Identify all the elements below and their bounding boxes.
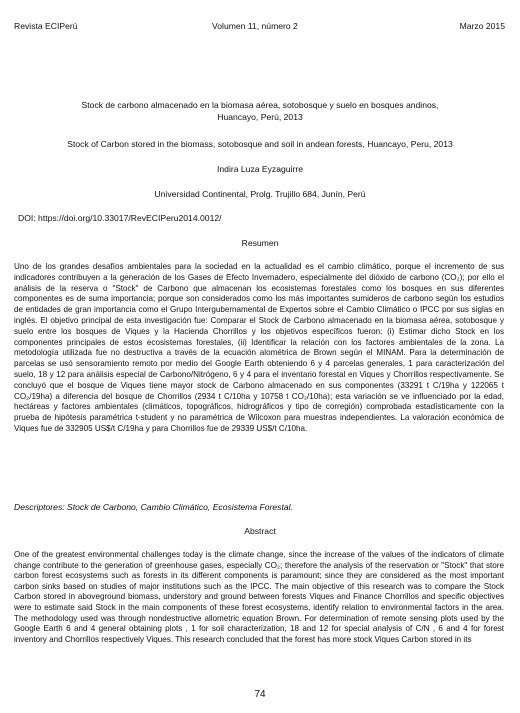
issue-date: Marzo 2015 [459, 21, 505, 31]
author-name: Indira Luza Eyzaguirre [217, 164, 303, 174]
doi-link[interactable]: DOI: https://doi.org/10.33017/RevECIPeru2014.0012/ [18, 213, 222, 223]
title-spanish: Stock de carbono almacenado en la biomasa aérea, sotobosque y suelo en bosques andinos, Huancayo, Perú, 2013 [81, 100, 439, 122]
title-english: Stock of Carbon stored in the biomass, sotobosque and soil in andean forests, Huancayo, Peru, 2013 [67, 139, 453, 149]
page-number: 74 [254, 689, 266, 700]
descriptores-terms: Stock de Carbono, Cambio Climático, Ecosistema Forestal. [67, 502, 293, 512]
author-affiliation: Universidad Continental, Prolg. Trujillo 684, Junín, Perú [154, 189, 366, 199]
abstract-body: One of the greatest environmental challenges today is the climate change, since the increase of the values of the indicators of climate change contribute to the generation of greenhouse gases, especially CO₂; therefore the analysis of the reservation or "Stock" that store carbon forest ecosystems such as forests in its different components is paramount; since they are considered as the most important carbon sinks based on studies of major institutions such as the IPCC. The main objective of this research was to compare the Stock Carbon stored in aboveground biomass, understory and ground between forests Viques and Finance Chorrillos and specific objectives were to estimate said Stock in the main components of these forest ecosystems, identify relation to environmental factors in the area. The methodology used was through nondestructive allometric equation Brown. For determination of remote sensing plots used by the Google Earth 6 and 4 general obtaining plots , 1 for soil characterization, 18 and 12 for special analysis of C/N , 6 and 4 for forest inventory and Chorrillos respectively Viques. This research concluded that the forest has more stock Viques Carbon stored in its [14, 550, 504, 644]
abstract-heading: Abstract [244, 526, 276, 536]
journal-name: Revista ECIPerú [14, 21, 78, 31]
descriptores-label: Descriptores: [14, 502, 65, 512]
resumen-heading: Resumen [241, 238, 279, 248]
descriptores-line [14, 502, 293, 512]
volume-info: Volumen 11, número 2 [212, 21, 298, 31]
resumen-body: Uno de los grandes desafíos ambientales para la sociedad en la actualidad es el cambio climático, porque el incremento de sus indicadores contribuyen a la generación de los Gases de Efecto Invernadero, especialmente del dióxido de carbono (CO₂); por ello el análisis de la reserva o "Stock" de Carbono que almacenan los ecosistemas forestales como los bosques en sus diferentes componentes es de suma importancia; porque son considerados como los más importantes sumideros de carbono según los estudios de entidades de gran importancia como el Grupo Intergubernamental de Expertos sobre el Cambio Climático o IPCC por sus siglas en inglés. El objetivo principal de esta investigación fue: Comparar el Stock de Carbono almacenado en la biomasa aérea, sotobosque y suelo entre los bosques de Viques y la Hacienda Chorrillos y los objetivos específicos fueron: (i) Estimar dicho Stock en los componentes principales de estos ecosistemas forestales, (ii) Identificar la relación con los factores ambientales de la zona. La metodología utilizada fue no destructiva a través de la ecuación alométrica de Brown según el MINAM. Para la determinación de parcelas se usó sensoramiento remoto por medio del Google Earth obteniendo 6 y 4 parcelas generales, 1 para caracterización del suelo, 18 y 12 para análisis especial de Carbono/Nitrógeno, 6 y 4 para el inventario forestal en Viques y Chorrillos respectivamente. Se concluyó que el bosque de Viques tiene mayor stock de Carbono almacenado en sus componentes (33291 t C/19ha y 122065 t CO₂/19ha) a diferencia del bosque de Chorrillos (2934 t C/10ha y 10758 t CO₂/10ha); esta variación se ve influenciado por la edad, hectáreas y factores ambientales (climáticos, topográficos, hidrográficos y tipo de corregión) comprobada estadísticamente con la prueba de hipótesis paramétrica t-student y no paramétrica de Wilcoxon para muestras independientes. La valoración económica de Viques fue de 332905 US$/t C/19ha y para Chorrillos fue de 29339 US$/t C/10ha. [14, 262, 504, 433]
